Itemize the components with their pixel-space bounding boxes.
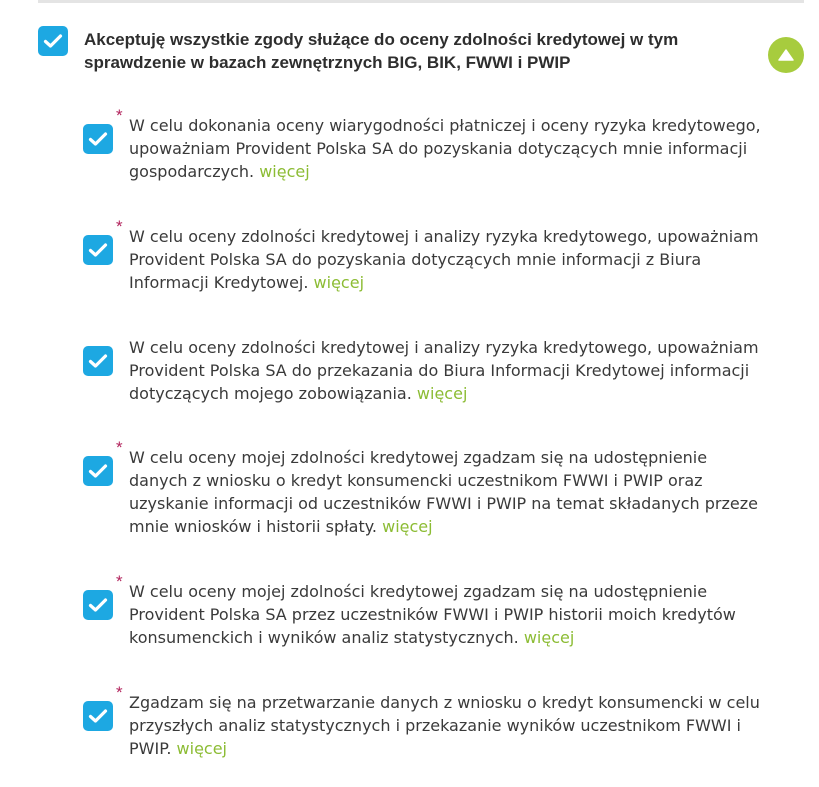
checkmark-icon xyxy=(88,353,108,369)
collapse-button[interactable] xyxy=(768,37,804,73)
consent-text-body: W celu oceny mojej zdolności kredytowej zgadzam się na udostępnienie danych z wniosku o kredyt konsumencki uczestnikom FWWI i PWIP oraz uzyskanie informacji od uczestników FWWI i PWIP na temat składanych przeze mnie wniosków i historii spłaty. xyxy=(129,448,758,536)
consent-text xyxy=(129,114,769,183)
consent-text xyxy=(129,446,769,538)
consent-text-body: W celu oceny zdolności kredytowej i analizy ryzyka kredytowego, upoważniam Provident Polska SA do przekazania do Biura Informacji Kredytowej informacji dotyczących mojego zobowiązania. xyxy=(129,338,759,403)
consent-text xyxy=(129,336,769,405)
consent-text-body: W celu dokonania oceny wiarygodności płatniczej i oceny ryzyka kredytowego, upoważniam Provident Polska SA do pozyskania dotyczących mnie informacji gospodarczych. xyxy=(129,116,761,181)
consent-checkbox[interactable] xyxy=(83,346,113,376)
triangle-up-icon xyxy=(778,49,794,61)
checkmark-icon xyxy=(88,463,108,479)
more-link[interactable]: więcej xyxy=(176,739,227,758)
consent-text xyxy=(129,691,769,760)
consent-checkbox[interactable] xyxy=(83,456,113,486)
more-link[interactable]: więcej xyxy=(313,273,365,292)
more-link[interactable]: więcej xyxy=(416,384,468,403)
consent-text-body: Zgadzam się na przetwarzanie danych z wniosku o kredyt konsumencki w celu przyszłych analiz statystycznych i przekazanie wyników uczestnikom FWWI i PWIP. xyxy=(129,693,760,758)
consent-text-body: W celu oceny mojej zdolności kredytowej zgadzam się na udostępnienie Provident Polska SA przez uczestników FWWI i PWIP historii moich kredytów konsumenckich i wyników analiz statystycznych. xyxy=(129,582,736,647)
required-asterisk: * xyxy=(116,572,123,591)
checkmark-icon xyxy=(88,597,108,613)
more-link[interactable]: więcej xyxy=(382,517,433,536)
consent-checkbox[interactable] xyxy=(83,235,113,265)
consent-checkbox[interactable] xyxy=(83,124,113,154)
consent-checkbox[interactable] xyxy=(83,701,113,731)
checkmark-icon xyxy=(88,242,108,258)
checkmark-icon xyxy=(88,708,108,724)
checkmark-icon xyxy=(43,33,63,49)
more-link[interactable]: więcej xyxy=(523,628,575,647)
consent-text xyxy=(129,580,769,649)
more-link[interactable]: więcej xyxy=(259,162,310,181)
checkmark-icon xyxy=(88,131,108,147)
consent-text xyxy=(129,225,769,294)
required-asterisk: * xyxy=(116,438,123,457)
consent-text-body: W celu oceny zdolności kredytowej i analizy ryzyka kredytowego, upoważniam Provident Polska SA do pozyskania dotyczących mnie informacji z Biura Informacji Kredytowej. xyxy=(129,227,759,292)
consent-checkbox[interactable] xyxy=(83,590,113,620)
top-divider xyxy=(38,0,804,3)
required-asterisk: * xyxy=(116,683,123,702)
master-consent-checkbox[interactable] xyxy=(38,26,68,56)
required-asterisk: * xyxy=(116,217,123,236)
master-consent-label: Akceptuję wszystkie zgody służące do oceny zdolności kredytowej w tym sprawdzenie w bazach zewnętrznych BIG, BIK, FWWI i PWIP xyxy=(84,30,679,72)
required-asterisk: * xyxy=(116,106,123,125)
